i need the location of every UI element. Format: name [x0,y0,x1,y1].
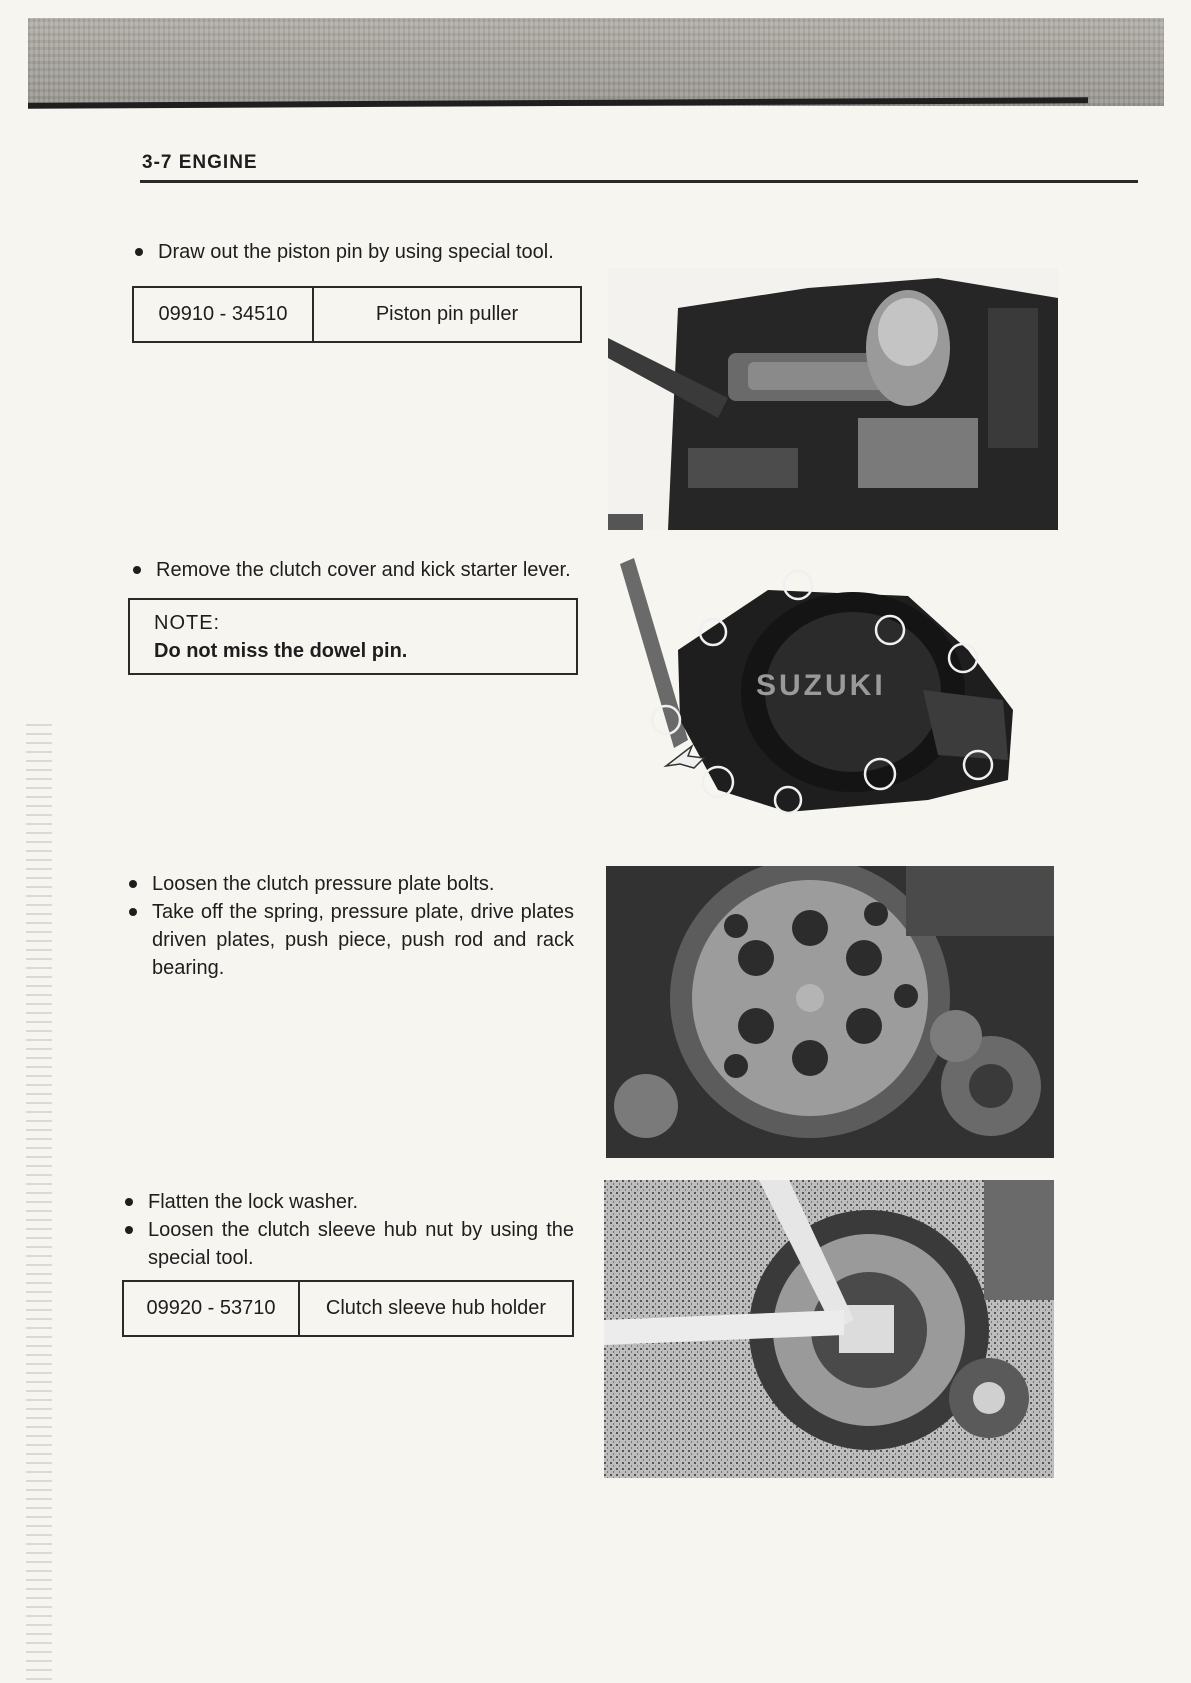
note-title: NOTE: [154,612,221,634]
step-pressure-plate [127,870,574,982]
tool-name: Clutch sleeve hub holder [299,1281,573,1336]
bullet-item: Loosen the clutch pressure plate bolts. [127,870,574,898]
bullet-list [131,556,621,584]
cover-logo-text: SUZUKI [756,669,886,702]
tool-name: Piston pin puller [313,287,581,342]
photo-clutch-cover [608,550,1028,830]
photo-piston-pin-puller [608,268,1058,530]
special-tool-table [132,286,582,343]
note-box [128,598,578,675]
header-rule [140,180,1138,183]
bullet-item: Take off the spring, pressure plate, drive plates driven plates, push piece, push rod and rack bearing. [127,898,574,982]
tool-number: 09920 - 53710 [123,1281,299,1336]
photo-sleeve-hub-holder [604,1180,1054,1478]
step-sleeve-hub [123,1188,574,1272]
bullet-list [127,870,574,982]
section-header: 3-7 ENGINE [142,152,258,173]
bullet-item: Flatten the lock washer. [123,1188,574,1216]
note-text: Do not miss the dowel pin. [154,640,408,662]
scanned-header-band [28,18,1164,106]
bullet-item: Loosen the clutch sleeve hub nut by using the special tool. [123,1216,574,1272]
bullet-list [133,238,623,266]
step-piston-pin [133,238,623,266]
bullet-list [123,1188,574,1272]
tool-number: 09910 - 34510 [133,287,313,342]
special-tool-table [122,1280,574,1337]
bullet-item: Draw out the piston pin by using special tool. [133,238,623,266]
step-clutch-cover [131,556,621,584]
bullet-item: Remove the clutch cover and kick starter lever. [131,556,621,584]
scan-margin-noise [26,720,52,1680]
photo-pressure-plate [606,866,1054,1158]
